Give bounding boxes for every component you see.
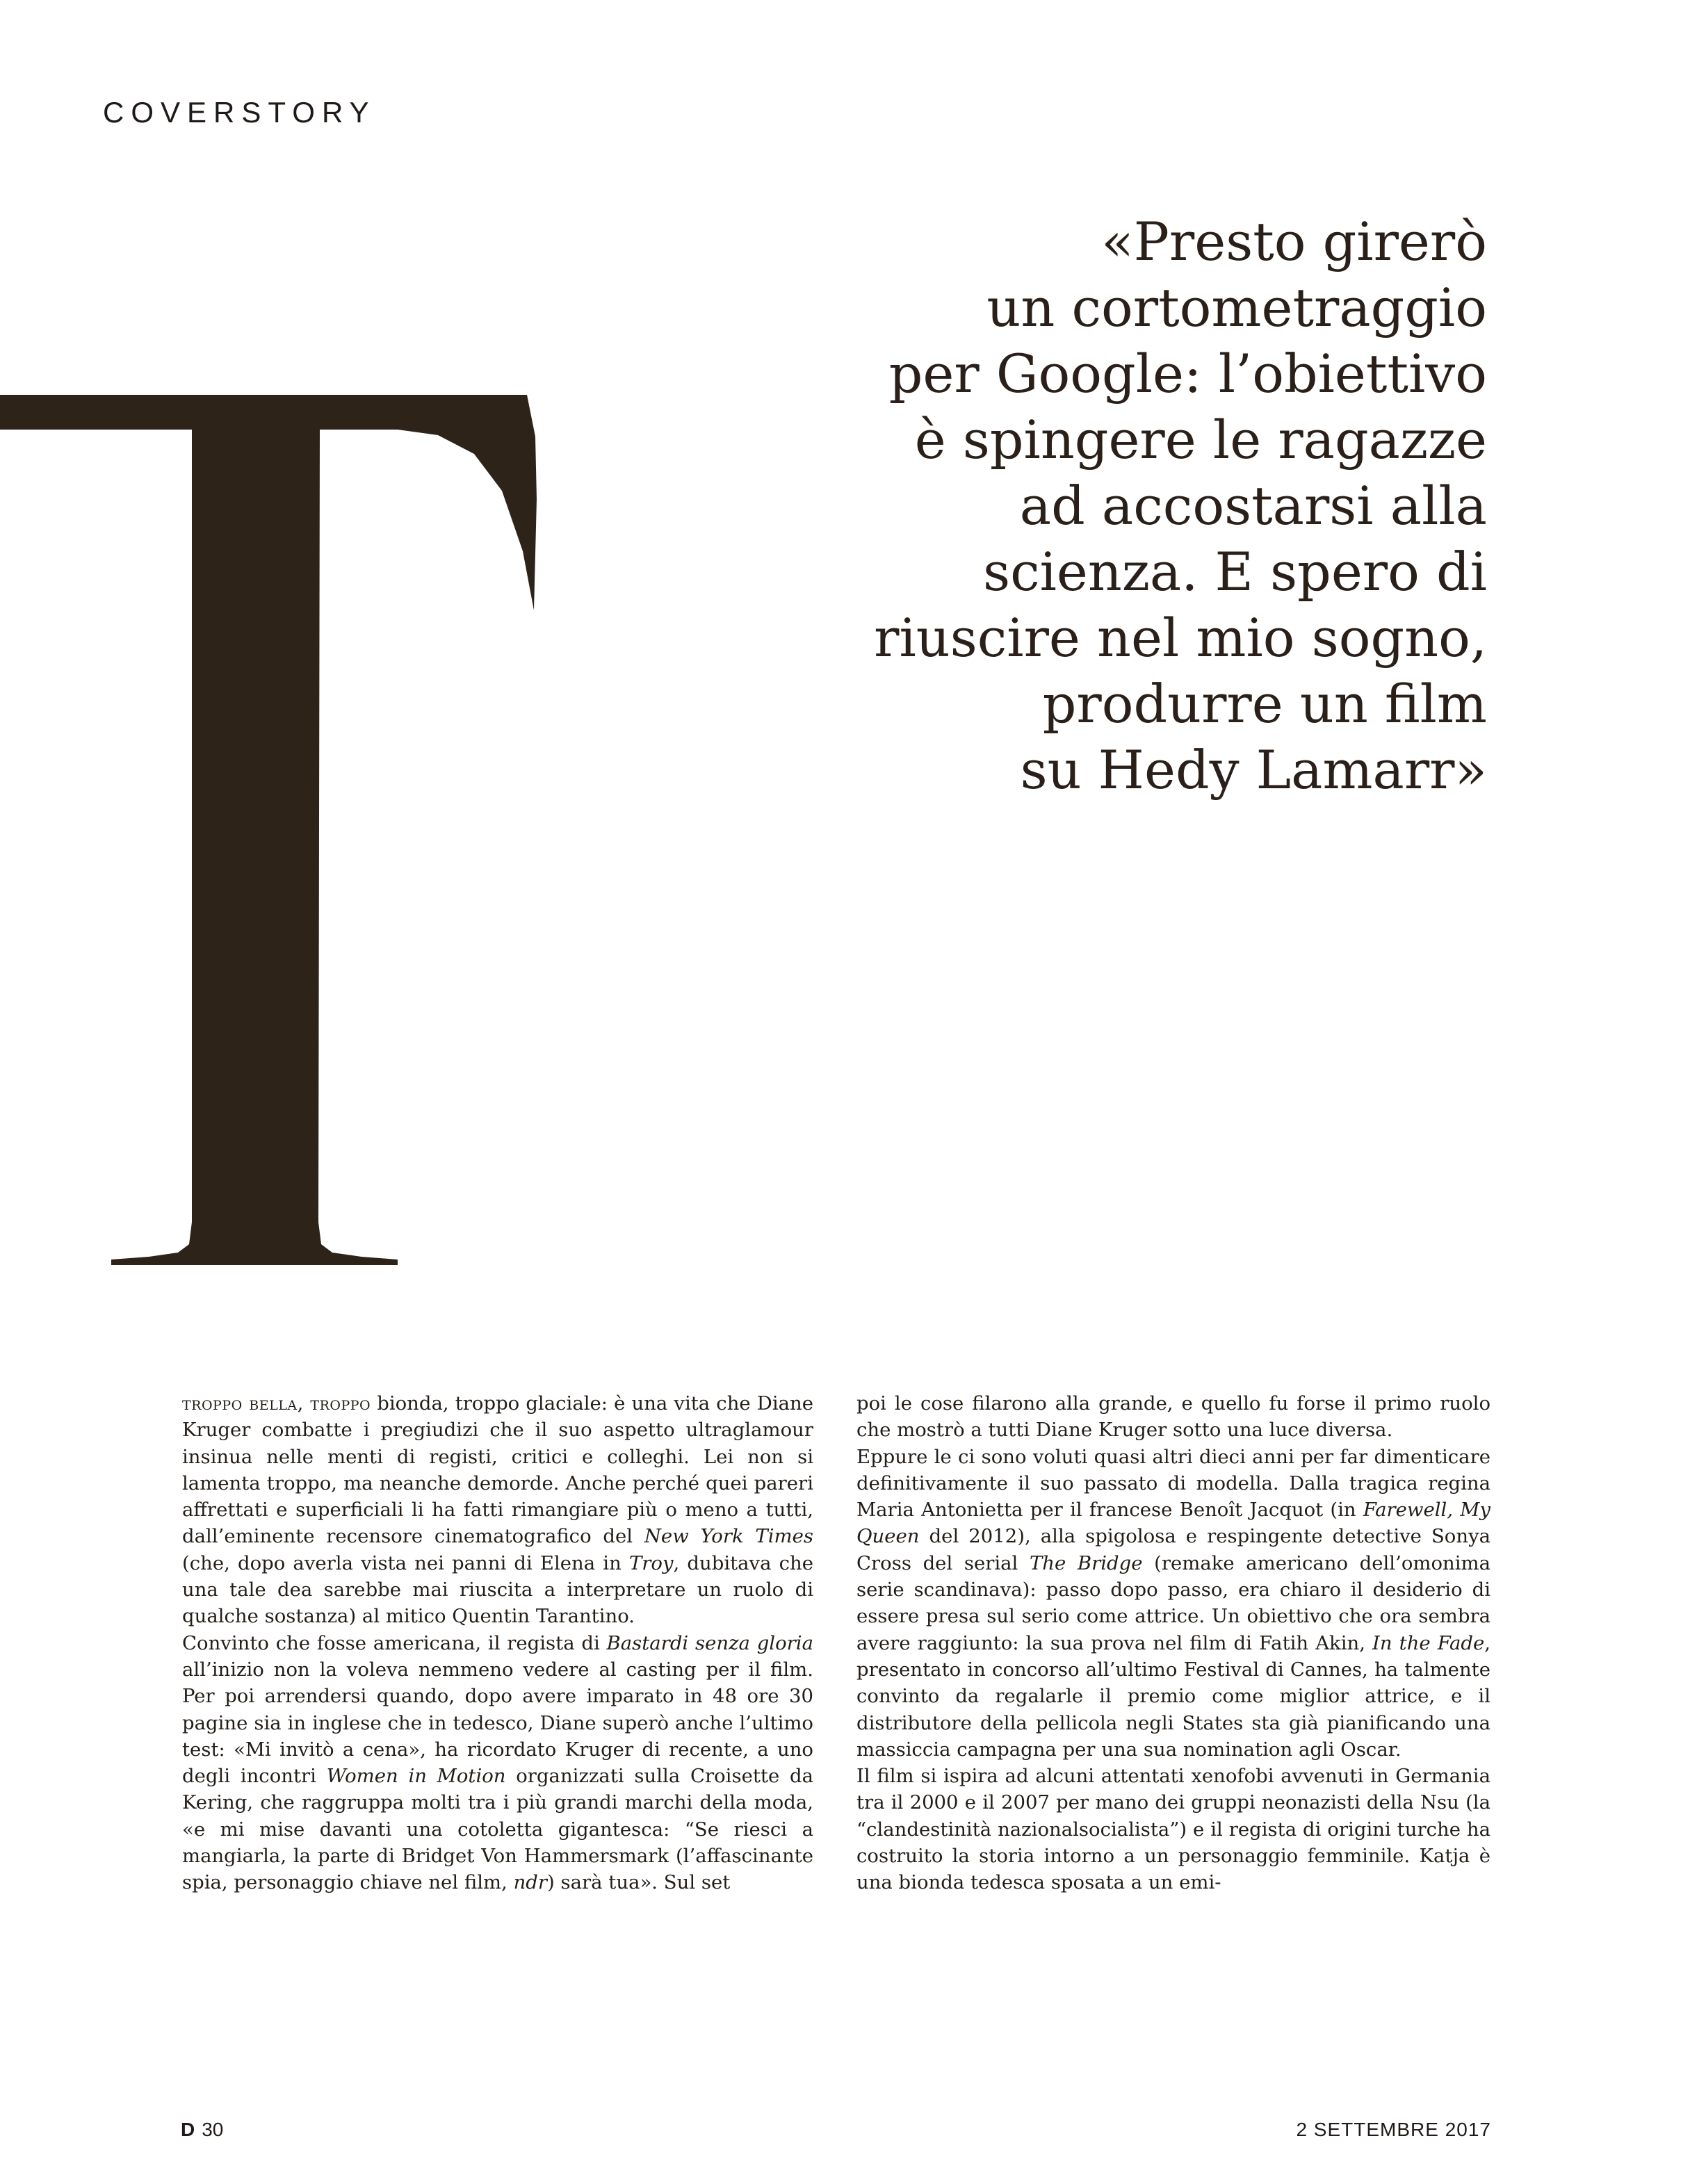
page-number: [181, 2119, 223, 2141]
drop-cap-t-glyph: [0, 395, 537, 1265]
text-run: all’inizio non la voleva nemmeno vedere al casting per il film. Per poi arrendersi quando, dopo avere imparato in 48 ore 30 pagine sia in inglese che in tedesco, Diane superò anche l’ultimo test: «Mi invitò a cena», ha ricordato Kruger di recente, a uno degli incontri: [182, 1658, 813, 1788]
article-column-right: [856, 1390, 1490, 1896]
pull-quote-line: ad accostarsi alla: [1019, 475, 1487, 537]
italic-title: Bastardi senza gloria: [606, 1631, 813, 1654]
text-run: (che, dopo averla vista nei panni di Elena in: [182, 1551, 629, 1574]
italic-title: Troy: [628, 1551, 674, 1574]
lead-in: troppo bella, troppo: [182, 1392, 371, 1415]
text-run: Convinto che fosse americana, il regista di: [182, 1631, 607, 1654]
pull-quote-line: scienza. E spero di: [983, 541, 1487, 603]
italic-title: New York Times: [644, 1525, 814, 1548]
italic-title: Farewell, My Queen: [856, 1499, 1490, 1548]
pull-quote-line: un cortometraggio: [986, 277, 1487, 339]
pull-quote-line: su Hedy Lamarr»: [1020, 739, 1487, 801]
drop-cap-graphic: [0, 395, 542, 1278]
page-number-value: 30: [202, 2119, 224, 2140]
pull-quote: [792, 209, 1487, 803]
pull-quote-line: è spingere le ragazze: [914, 409, 1487, 471]
italic-abbr: ndr: [513, 1871, 548, 1894]
article-paragraph: [182, 1390, 813, 1630]
text-run: bionda, troppo glaciale: è una vita che Diane Kruger combatte i pregiudizi che il suo aspetto ultraglamour insinua nelle menti di registi, critici e colleghi. Lei non si lamenta troppo, ma neanche demorde. Anche perché quei pareri affrettati e superficiali li ha fatti rimangiare più o meno a tutti, dall’eminente recensore cinematografico del: [182, 1392, 813, 1548]
article-paragraph: poi le cose filarono alla grande, e quello fu forse il primo ruolo che mostrò a tutti Diane Kruger sotto una luce diversa.: [856, 1392, 1490, 1442]
pull-quote-line: produrre un film: [1042, 673, 1487, 735]
text-run: (remake americano dell’omonima serie scandinava): passo dopo passo, era chiaro il desiderio di essere presa sul serio come attrice. Un obiettivo che ora sembra avere raggiunto: la sua prova nel film di Fatih Akin,: [856, 1551, 1490, 1654]
magazine-logo: D: [181, 2119, 195, 2140]
text-run: , presentato in concorso all’ultimo Festival di Cannes, ha talmente convinto da regalarle il premio come miglior attrice, e il distributore della pellicola negli States sta già pianificando una massiccia campagna per una sua nomination agli Oscar.: [856, 1631, 1490, 1761]
text-run: ) sarà tua». Sul set: [547, 1871, 731, 1894]
text-run: del 2012), alla spigolosa e respingente detective Sonya Cross del serial: [856, 1525, 1490, 1574]
article-column-left: [182, 1390, 813, 1896]
italic-title: The Bridge: [1029, 1551, 1143, 1574]
italic-title: In the Fade: [1372, 1631, 1485, 1654]
drop-cap-letter: [0, 395, 542, 1278]
article-paragraph: [182, 1630, 813, 1896]
pull-quote-line: «Presto girerò: [1101, 211, 1487, 272]
article-paragraph: Il film si ispira ad alcuni attentati xenofobi avvenuti in Germania tra il 2000 e il 2007 per mano dei gruppi neonazisti della Nsu (la “clandestinità nazionalsocialista”) e il regista di origini turche ha costruito la storia intorno a un personaggio femminile. Katja è una bionda tedesca sposata a un emi-: [856, 1765, 1490, 1894]
italic-title: Women in Motion: [326, 1765, 506, 1788]
pull-quote-line: riuscire nel mio sogno,: [874, 607, 1487, 669]
section-label: COVERSTORY: [103, 96, 376, 129]
text-run: Eppure le ci sono voluti quasi altri dieci anni per far dimenticare definitivamente il suo passato di modella. Dalla tragica regina Maria Antonietta per il francese Benoît Jacquot (in: [856, 1445, 1490, 1522]
article-paragraph: [856, 1444, 1490, 1763]
issue-date: 2 SETTEMBRE 2017: [1296, 2119, 1491, 2140]
pull-quote-line: per Google: l’obiettivo: [888, 343, 1487, 405]
text-run: organizzati sulla Croisette da Kering, che raggruppa molti tra i più grandi marchi della moda, «e mi mise davanti una cotoletta gigantesca: “Se riesci a mangiarla, la parte di Bridget Von Hammersmark (l’affascinante spia, personaggio chiave nel film,: [182, 1765, 813, 1894]
text-run: , dubitava che una tale dea sarebbe mai riuscita a interpretare un ruolo di qualche sostanza) al mitico Quentin Tarantino.: [182, 1551, 814, 1628]
